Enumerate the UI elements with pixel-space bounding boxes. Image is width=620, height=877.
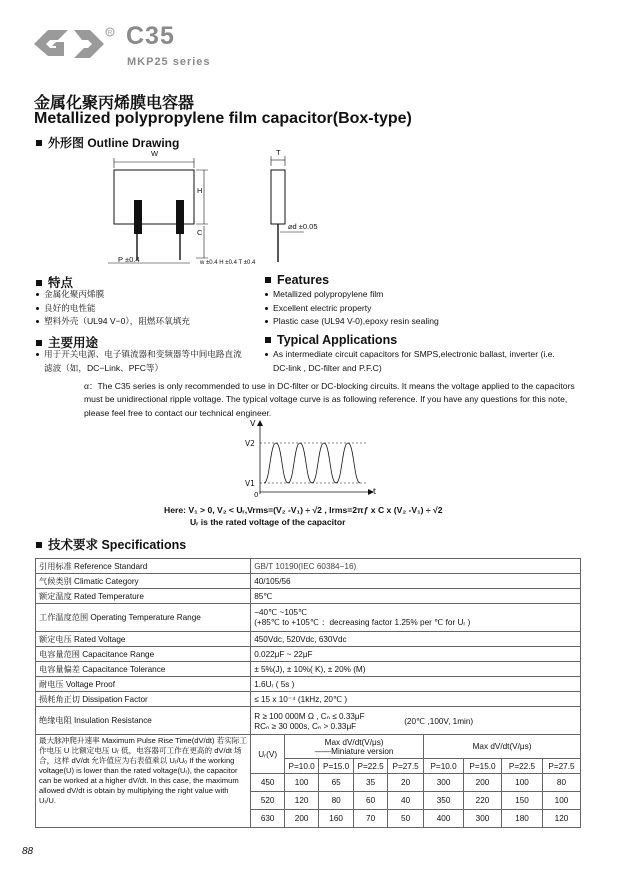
list-item: 用于开关电源、电子镇流器和变频器等中间电路直流滤波（如，DC−Link、PFC等） <box>35 348 250 375</box>
bullet-square-icon <box>36 542 42 548</box>
outline-drawing <box>90 148 350 272</box>
pitch-header: P=22.5 <box>502 759 543 774</box>
ur-header: Uᵣ(V) <box>251 735 285 774</box>
list-item: Metallized polypropylene film <box>264 288 564 302</box>
pitch-header: P=27.5 <box>542 759 580 774</box>
spec-value <box>251 707 581 735</box>
voltage-waveform <box>240 418 390 500</box>
dvdt-value: 60 <box>354 792 388 810</box>
table-row <box>36 692 581 707</box>
dvdt-value: 70 <box>354 810 388 828</box>
axis-t-label: t <box>373 487 377 496</box>
apps-cn-heading: 主要用途 <box>36 333 98 351</box>
spec-label: 耐电压 Voltage Proof <box>36 677 251 692</box>
dvdt-value: 100 <box>502 774 543 792</box>
apps-cn-list <box>35 348 250 375</box>
dvdt-value: 150 <box>502 792 543 810</box>
spec-label: 引用标准 Reference Standard <box>36 559 251 574</box>
features-en-heading: Features <box>265 273 329 287</box>
bullet-square-icon <box>36 340 42 346</box>
ur-value: 630 <box>251 810 285 828</box>
spec-label: 电容量范围 Capacitance Range <box>36 647 251 662</box>
dim-w-label: W <box>151 149 159 158</box>
dim-h-label: H <box>197 186 203 195</box>
table-row <box>36 677 581 692</box>
list-item: Excellent electric property <box>264 302 564 316</box>
dvdt-value: 350 <box>424 792 464 810</box>
list-item: As intermediate circuit capacitors for SMPS,electronic ballast, inverter (i.e. DC-link , DC-filter and P.F.C) <box>264 348 564 375</box>
table-row <box>36 574 581 589</box>
spec-label: 气候类别 Climatic Category <box>36 574 251 589</box>
spec-value-line: RCₙ ≥ 30 000s, Cₙ > 0.33μF <box>254 721 357 731</box>
list-item: Plastic case (UL94 V-0),epoxy resin sealing <box>264 315 564 329</box>
table-row <box>36 604 581 632</box>
dvdt-value: 20 <box>388 774 424 792</box>
table-row <box>36 647 581 662</box>
apps-en-heading: Typical Applications <box>265 333 397 347</box>
spec-label: 额定电压 Rated Voltage <box>36 632 251 647</box>
spec-value <box>251 604 581 632</box>
outline-heading: 外形图 Outline Drawing <box>36 134 179 151</box>
spec-value: ≤ 15 x 10⁻⁴ (1kHz, 20℃ ) <box>251 692 581 707</box>
dvdt-value: 100 <box>285 774 319 792</box>
spec-value: 450Vdc, 520Vdc, 630Vdc <box>251 632 581 647</box>
table-row <box>36 707 581 735</box>
spec-value-line: −40℃ ~105℃ <box>254 608 308 617</box>
dim-t-label: T <box>276 148 281 157</box>
table-row <box>36 632 581 647</box>
spec-value-condition: (20℃ ,100V, 1min) <box>404 716 474 726</box>
spec-label: 损耗角正切 Dissipation Factor <box>36 692 251 707</box>
dvdt-value: 50 <box>388 810 424 828</box>
dvdt-value: 120 <box>542 810 580 828</box>
axis-v-label: V <box>250 419 256 428</box>
spec-value-line: R ≥ 100 000M Ω , Cₙ ≤ 0.33μF <box>254 711 365 721</box>
title-english: Metallized polypropylene film capacitor(Box-type) <box>34 110 412 127</box>
title-chinese: 金属化聚丙烯膜电容器 <box>34 93 195 112</box>
dim-tolerance-label: w ±0.4 H ±0.4 T ±0.4 <box>200 260 256 266</box>
bullet-square-icon <box>36 280 42 286</box>
spec-value: 1.6Uᵣ ( 5s ) <box>251 677 581 692</box>
v1-label: V1 <box>245 479 255 488</box>
spec-label: 绝缘电阻 Insulation Resistance <box>36 707 251 735</box>
spec-table <box>35 558 581 828</box>
formula-line-1: Here: V₁ > 0, V₂ < Uᵣ,Vrms=(V₂ -V₁) ÷ √2 , Irms=2πƒ x C x (V₂ -V₁) ÷ √2 <box>164 505 443 515</box>
ur-value: 450 <box>251 774 285 792</box>
specs-heading: 技术要求 Specifications <box>36 535 186 553</box>
dvdt-value: 100 <box>542 792 580 810</box>
dvdt-value: 120 <box>285 792 319 810</box>
dvdt-value: 200 <box>285 810 319 828</box>
dvdt-group-subtitle: ——Miniature version <box>314 746 394 756</box>
features-en-list <box>264 288 564 329</box>
dvdt-value: 200 <box>464 774 502 792</box>
spec-label: 额定温度 Rated Temperature <box>36 589 251 604</box>
spec-value: GB/T 10190(IEC 60384−16) <box>251 559 581 574</box>
list-item: 金属化聚丙烯膜 <box>35 288 255 302</box>
spec-value: ± 5%(J), ± 10%( K), ± 20% (M) <box>251 662 581 677</box>
table-row <box>36 735 581 759</box>
list-item: 塑料外壳（UL94 V−0），阻燃环氧填充 <box>35 315 255 329</box>
pitch-header: P=10.0 <box>424 759 464 774</box>
table-row <box>36 662 581 677</box>
spec-value: 85℃ <box>251 589 581 604</box>
spec-label: 电容量偏差 Capacitance Tolerance <box>36 662 251 677</box>
dvdt-value: 300 <box>424 774 464 792</box>
dim-p-label: P ±0.4 <box>118 255 140 264</box>
bullet-square-icon <box>265 337 271 343</box>
pitch-header: P=15.0 <box>464 759 502 774</box>
pitch-header: P=10.0 <box>285 759 319 774</box>
spec-label: 工作温度范围 Operating Temperature Range <box>36 604 251 632</box>
page-number: 88 <box>22 846 34 857</box>
features-cn-heading: 特点 <box>36 273 73 291</box>
series-name: MKP25 series <box>127 56 211 68</box>
pitch-header: P=22.5 <box>354 759 388 774</box>
dvdt-value: 65 <box>319 774 354 792</box>
dvdt-value: 80 <box>319 792 354 810</box>
features-cn-list <box>35 288 255 329</box>
dim-c-label: C <box>197 228 203 237</box>
dvdt-value: 220 <box>464 792 502 810</box>
dim-d-label: ⌀d ±0.05 <box>288 222 318 231</box>
dvdt-value: 35 <box>354 774 388 792</box>
dvdt-value: 40 <box>388 792 424 810</box>
ur-value: 520 <box>251 792 285 810</box>
dvdt-group-title: Max dV/dt(V/μs) <box>324 737 384 747</box>
usage-note: α：The C35 series is only recommended to use in DC-filter or DC-blocking circuits. It means the voltage applied to the capacitors must be unidirectional ripple voltage. The typical voltage curve is as following reference. If you have any questions for this note, please feel free to contact our technical engineer. <box>84 381 575 418</box>
series-code: C35 <box>126 22 175 50</box>
v2-label: V2 <box>245 439 255 448</box>
svg-text:R: R <box>107 30 113 37</box>
bullet-square-icon <box>265 277 271 283</box>
dvdt-value: 300 <box>464 810 502 828</box>
spec-value-line: (+85℃ to +105℃ ：decreasing factor 1.25% per ℃ for Uᵣ ) <box>254 618 471 627</box>
apps-en-list <box>264 348 564 375</box>
formula-line-2: Uᵣ is the rated voltage of the capacitor <box>190 517 346 527</box>
dvdt-group-miniature <box>285 735 424 759</box>
dvdt-group-standard: Max dV/dt(V/μs) <box>424 735 581 759</box>
dvdt-label: 最大脉冲爬升速率 Maximum Pulse Rise Time(dV/dt) 若实际工作电压 U 比额定电压 Uᵣ 低，电容器可工作在更高的 dV/dt 场合，这样 dV/dt 允许值应为右表值乘以 Uᵣ/Uₒ If the working voltage(U) is lower than the rated voltage(Uᵣ), the capacitor can be worked at a higher dV/dt. In this case, the maximum allowed dV/dt is obtain by multiplying the right value with Uᵣ/U. <box>36 735 251 828</box>
bullet-square-icon <box>36 140 42 146</box>
spec-value: 0.022μF ~ 22μF <box>251 647 581 662</box>
dvdt-value: 160 <box>319 810 354 828</box>
table-row <box>36 559 581 574</box>
spec-value: 40/105/56 <box>251 574 581 589</box>
list-item: 良好的电性能 <box>35 302 255 316</box>
dvdt-value: 180 <box>502 810 543 828</box>
origin-label: 0 <box>254 491 259 499</box>
pitch-header: P=15.0 <box>319 759 354 774</box>
table-row <box>36 589 581 604</box>
dvdt-value: 80 <box>542 774 580 792</box>
pitch-header: P=27.5 <box>388 759 424 774</box>
gd-registered-logo-icon <box>34 26 116 62</box>
dvdt-value: 400 <box>424 810 464 828</box>
